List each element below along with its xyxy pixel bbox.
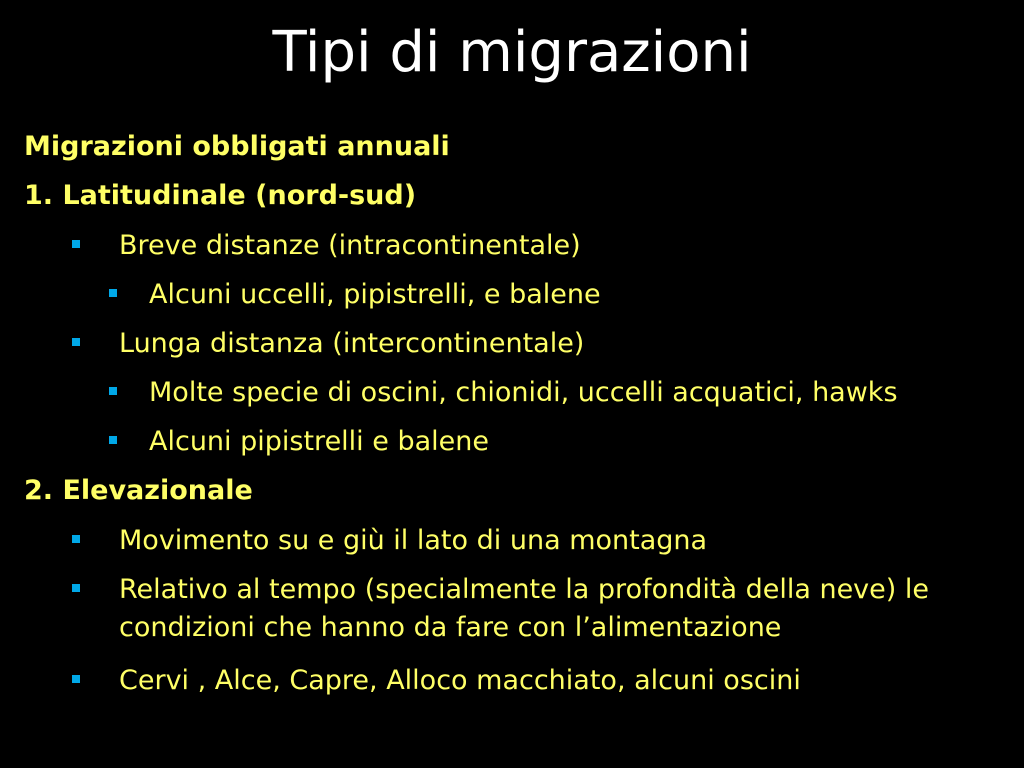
long-distance-example: Alcuni pipistrelli e balene bbox=[149, 426, 489, 457]
square-bullet-icon bbox=[72, 535, 80, 543]
square-bullet-icon bbox=[72, 675, 80, 683]
elevational-item: Cervi , Alce, Capre, Alloco macchiato, alcuni oscini bbox=[119, 665, 801, 696]
slide-title: Tipi di migrazioni bbox=[272, 20, 752, 85]
elevational-heading: 2. Elevazionale bbox=[24, 475, 253, 506]
section-heading: Migrazioni obbligati annuali bbox=[24, 131, 450, 162]
short-distance-item: Breve distanze (intracontinentale) bbox=[119, 230, 581, 261]
short-distance-example: Alcuni uccelli, pipistrelli, e balene bbox=[149, 279, 601, 310]
elevational-item: Movimento su e giù il lato di una montagna bbox=[119, 525, 708, 556]
square-bullet-icon bbox=[109, 387, 117, 395]
square-bullet-icon bbox=[109, 436, 117, 444]
long-distance-example: Molte specie di oscini, chionidi, uccelli acquatici, hawks bbox=[149, 377, 898, 408]
square-bullet-icon bbox=[109, 289, 117, 297]
square-bullet-icon bbox=[72, 240, 80, 248]
latitudinal-heading: 1. Latitudinale (nord-sud) bbox=[24, 180, 417, 211]
long-distance-item: Lunga distanza (intercontinentale) bbox=[119, 328, 585, 359]
elevational-item: Relativo al tempo (specialmente la profondità della neve) le condizioni che hanno da fare con l’alimentazione bbox=[119, 574, 929, 643]
square-bullet-icon bbox=[72, 338, 80, 346]
square-bullet-icon bbox=[72, 584, 80, 592]
